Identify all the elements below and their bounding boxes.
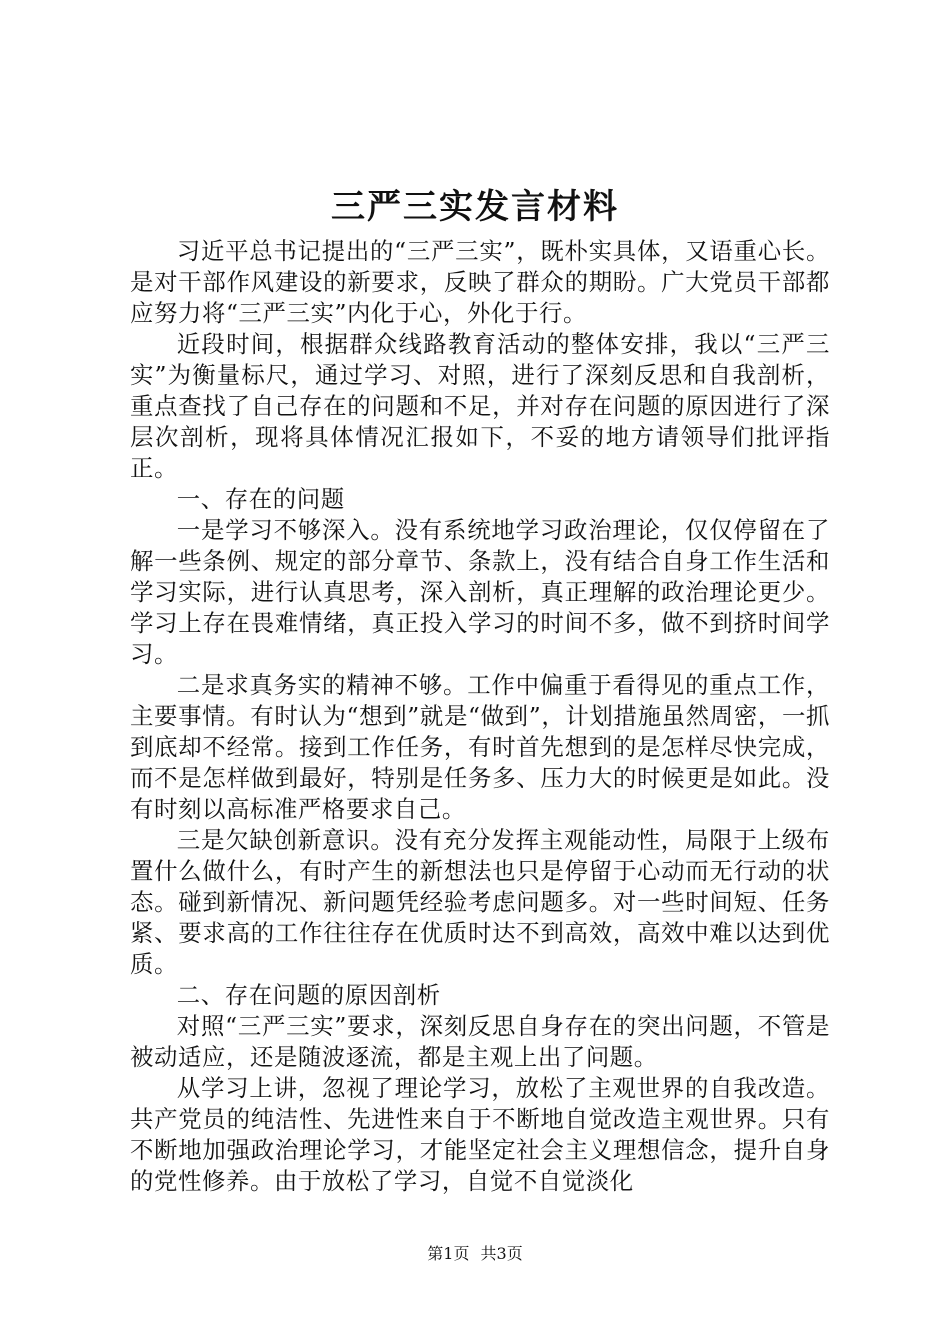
- document-title: 三严三实发言材料: [331, 187, 619, 227]
- paragraph-cause-study: 从学习上讲，忽视了理论学习，放松了主观世界的自我改造。共产党员的纯洁性、先进性来自于不断地自觉改造主观世界。只有不断地加强政治理论学习，才能坚定社会主义理想信念，提升自身的党性修养。由于放松了学习，自觉不自觉淡化: [130, 1074, 830, 1195]
- paragraph-problem-3: 三是欠缺创新意识。没有充分发挥主观能动性，局限于上级布置什么做什么，有时产生的新想法也只是停留于心动而无行动的状态。碰到新情况、新问题凭经验考虑问题多。对一些时间短、任务紧、要求高的工作往往存在优质时达不到高效，高效中难以达到优质。: [130, 826, 830, 978]
- paragraph-intro: 习近平总书记提出的“三严三实”，既朴实具体，又语重心长。是对干部作风建设的新要求，反映了群众的期盼。广大党员干部都应努力将“三严三实”内化于心，外化于行。: [130, 237, 830, 327]
- document-body: [130, 236, 830, 1197]
- paragraph-causes-intro: 对照“三严三实”要求，深刻反思自身存在的突出问题，不管是被动适应，还是随波逐流，都是主观上出了问题。: [130, 1012, 830, 1071]
- paragraph-problem-2: 二是求真务实的精神不够。工作中偏重于看得见的重点工作，主要事情。有时认为“想到”就是“做到”，计划措施虽然周密，一抓到底却不经常。接到工作任务，有时首先想到的是怎样尽快完成，而不是怎样做到最好，特别是任务多、压力大的时候更是如此。没有时刻以高标准严格要求自己。: [130, 671, 830, 823]
- page-total: 共3页: [480, 1244, 523, 1263]
- section-heading-causes: 二、存在问题的原因剖析: [176, 981, 441, 1009]
- section-heading-problems: 一、存在的问题: [176, 485, 345, 513]
- paragraph-background: 近段时间，根据群众线路教育活动的整体安排，我以“三严三实”为衡量标尺，通过学习、对照，进行了深刻反思和自我剖析，重点查找了自己存在的问题和不足，并对存在问题的原因进行了深层次剖析，现将具体情况汇报如下，不妥的地方请领导们批评指正。: [130, 330, 830, 482]
- page-number: 第1页: [427, 1244, 470, 1263]
- paragraph-problem-1: 一是学习不够深入。没有系统地学习政治理论，仅仅停留在了解一些条例、规定的部分章节、条款上，没有结合自身工作生活和学习实际，进行认真思考，深入剖析，真正理解的政治理论更少。学习上存在畏难情绪，真正投入学习的时间不多，做不到挤时间学习。: [130, 516, 830, 668]
- page-footer: [0, 1243, 950, 1265]
